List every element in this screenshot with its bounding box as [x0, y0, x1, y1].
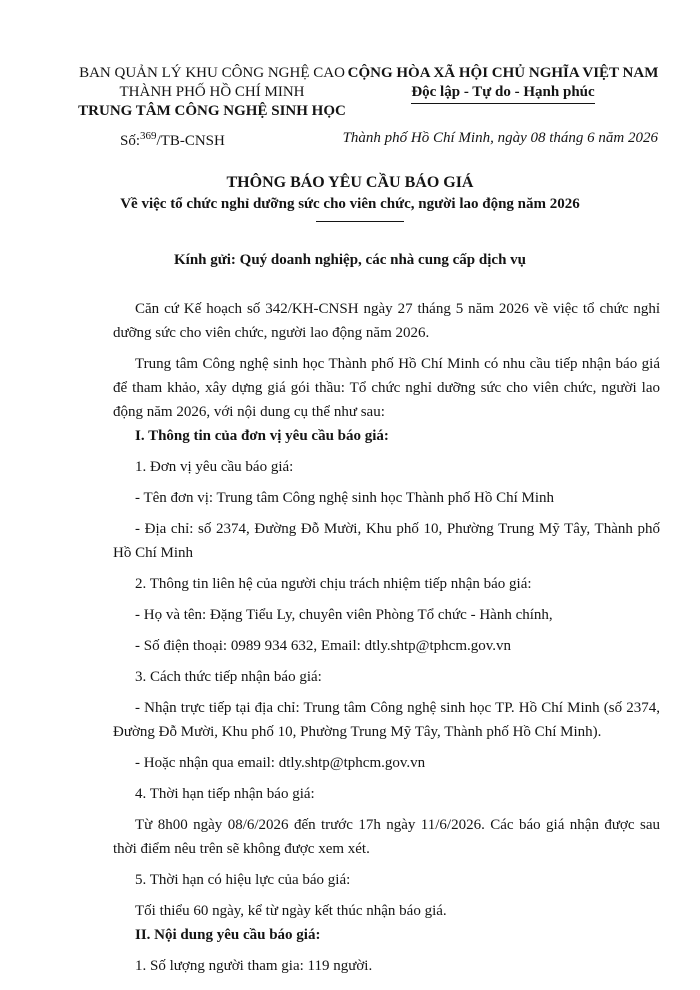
document-date: Thành phố Hồ Chí Minh, ngày 08 tháng 6 năm 2026 [342, 130, 658, 146]
doc-number-prefix: Số: [120, 133, 141, 149]
item-2-1: 1. Số lượng người tham gia: 119 người. [135, 958, 373, 974]
national-header [338, 64, 668, 104]
item-1-4-period: Từ 8h00 ngày 08/6/2026 đến trước 17h ngày 11/6/2026. Các báo giá nhận được sau thời điểm nêu trên sẽ không được xem xét. [113, 817, 660, 857]
paragraph-purpose: Trung tâm Công nghệ sinh học Thành phố Hồ Chí Minh có nhu cầu tiếp nhận báo giá để tham khảo, xây dựng giá gói thầu: Tổ chức nghỉ dưỡng sức cho viên chức, người lao động năm 2026, với nội dung cụ thể như sau: [113, 356, 660, 420]
item-1-5: 5. Thời hạn có hiệu lực của báo giá: [135, 872, 351, 888]
item-1-3-email: - Hoặc nhận qua email: dtly.shtp@tphcm.gov.vn [135, 755, 426, 771]
national-motto: Độc lập - Tự do - Hạnh phúc [411, 83, 594, 104]
section-heading-2: II. Nội dung yêu cầu báo giá: [135, 927, 321, 943]
item-1-4: 4. Thời hạn tiếp nhận báo giá: [135, 786, 315, 802]
document-body [113, 297, 660, 978]
item-1-3: 3. Cách thức tiếp nhận báo giá: [135, 669, 322, 685]
item-1-3-direct: - Nhận trực tiếp tại địa chỉ: Trung tâm Công nghệ sinh học TP. Hồ Chí Minh (số 2374, Đường Đỗ Mười, Khu phố 10, Phường Trung Mỹ Tây, Thành phố Hồ Chí Minh). [113, 700, 660, 740]
document-title: THÔNG BÁO YÊU CẦU BÁO GIÁ [226, 174, 474, 191]
issuing-organization [62, 64, 362, 121]
doc-number-suffix: /TB-CNSH [156, 133, 225, 149]
item-1-2-phone-email: - Số điện thoại: 0989 934 632, Email: dtly.shtp@tphcm.gov.vn [135, 638, 512, 654]
item-1-1: 1. Đơn vị yêu cầu báo giá: [135, 459, 294, 475]
item-1-1-address: - Địa chỉ: số 2374, Đường Đỗ Mười, Khu phố 10, Phường Trung Mỹ Tây, Thành phố Hồ Chí Minh [113, 521, 660, 561]
paragraph-basis: Căn cứ Kế hoạch số 342/KH-CNSH ngày 27 tháng 5 năm 2026 về việc tổ chức nghỉ dưỡng sức cho viên chức, người lao động năm 2026. [113, 301, 660, 341]
document-subtitle: Về việc tổ chức nghỉ dưỡng sức cho viên chức, người lao động năm 2026 [120, 196, 580, 212]
org-line-2: THÀNH PHỐ HỒ CHÍ MINH [119, 84, 305, 100]
item-1-5-validity: Tối thiểu 60 ngày, kể từ ngày kết thúc nhận báo giá. [135, 903, 447, 919]
item-1-2-contact-name: - Họ và tên: Đặng Tiểu Ly, chuyên viên Phòng Tổ chức - Hành chính, [135, 607, 553, 623]
nation-name: CỘNG HÒA XÃ HỘI CHỦ NGHĨA VIỆT NAM [347, 65, 659, 81]
title-underline [316, 221, 404, 222]
item-1-1-name: - Tên đơn vị: Trung tâm Công nghệ sinh học Thành phố Hồ Chí Minh [135, 490, 555, 506]
doc-number-value: 369 [140, 130, 157, 142]
recipient-greeting: Kính gửi: Quý doanh nghiệp, các nhà cung cấp dịch vụ [173, 252, 527, 268]
org-line-1: BAN QUẢN LÝ KHU CÔNG NGHỆ CAO [79, 65, 345, 81]
org-line-3: TRUNG TÂM CÔNG NGHỆ SINH HỌC [78, 103, 346, 119]
item-1-2: 2. Thông tin liên hệ của người chịu trách nhiệm tiếp nhận báo giá: [135, 576, 532, 592]
document-number [120, 130, 225, 150]
section-heading-1: I. Thông tin của đơn vị yêu cầu báo giá: [135, 428, 389, 444]
